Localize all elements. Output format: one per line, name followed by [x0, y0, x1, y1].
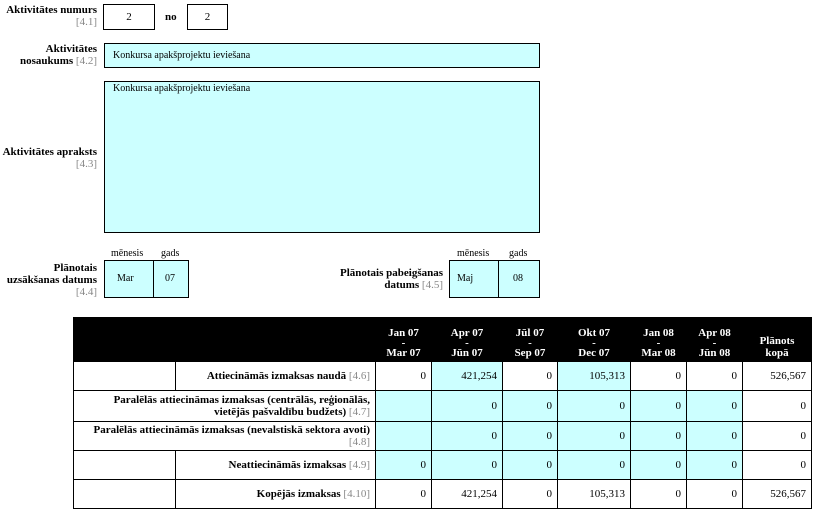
table-row: [74, 451, 812, 480]
table-cell-input[interactable]: 0: [558, 451, 631, 480]
row-total: 0: [743, 451, 812, 480]
table-cell-input[interactable]: 0: [432, 451, 503, 480]
column-header: Apr 07 - Jūn 07: [432, 318, 503, 362]
column-header: Jan 08 - Mar 08: [631, 318, 687, 362]
column-header: Okt 07 - Dec 07: [558, 318, 631, 362]
table-cell: 0: [503, 480, 558, 509]
row-label: Neattiecināmās izmaksas [4.9]: [176, 451, 376, 480]
of-label: no: [165, 11, 177, 23]
table-cell: 0: [631, 480, 687, 509]
table-cell-input[interactable]: 0: [503, 422, 558, 451]
table-cell-input[interactable]: 0: [558, 422, 631, 451]
row-label: Paralēlās attiecināmas izmaksas (centrālās, reģionālās, vietējās pašvaldību budžets) [4.7]: [74, 391, 376, 422]
table-cell-input[interactable]: 0: [631, 422, 687, 451]
row-total: 0: [743, 422, 812, 451]
table-cell: 105,313: [558, 480, 631, 509]
table-cell-input[interactable]: 0: [376, 451, 432, 480]
end-year-field[interactable]: 08: [498, 260, 540, 298]
activity-desc-textarea[interactable]: Konkursa apakšprojektu ieviešana: [104, 81, 540, 233]
row-total: 526,567: [743, 362, 812, 391]
start-year-field[interactable]: 07: [153, 260, 189, 298]
table-cell-input[interactable]: 0: [558, 391, 631, 422]
table-cell: 0: [376, 480, 432, 509]
row-total: 526,567: [743, 480, 812, 509]
table-cell: 0: [503, 362, 558, 391]
start-month-header: mēnesis: [111, 248, 144, 259]
start-month-field[interactable]: Mar: [104, 260, 154, 298]
row-label: Attiecināmās izmaksas naudā [4.6]: [176, 362, 376, 391]
row-spacer: [74, 451, 176, 480]
column-header: Jan 07 - Mar 07: [376, 318, 432, 362]
table-cell-input[interactable]: 0: [687, 451, 743, 480]
end-year-header: gads: [509, 248, 528, 259]
table-cell-input[interactable]: [376, 391, 432, 422]
activity-number-field[interactable]: 2: [103, 4, 155, 30]
table-cell-input[interactable]: 105,313: [558, 362, 631, 391]
total-column-header: Plānots kopā: [743, 318, 812, 362]
table-cell-input[interactable]: 0: [503, 451, 558, 480]
end-month-field[interactable]: Maj: [449, 260, 499, 298]
activity-desc-label: Aktivitātes apraksts [4.3]: [2, 146, 97, 170]
row-label: Paralēlās attiecināmās izmaksas (nevalstiskā sektora avoti) [4.8]: [74, 422, 376, 451]
column-header: Jūl 07 - Sep 07: [503, 318, 558, 362]
table-cell-input[interactable]: [376, 422, 432, 451]
activity-total-field[interactable]: 2: [187, 4, 228, 30]
activity-number-label: Aktivitātes numurs [4.1]: [6, 4, 97, 28]
table-cell: 0: [631, 362, 687, 391]
table-cell-input[interactable]: 0: [432, 422, 503, 451]
table-row: [74, 362, 812, 391]
row-spacer: [74, 480, 176, 509]
row-total: 0: [743, 391, 812, 422]
end-month-header: mēnesis: [457, 248, 490, 259]
end-date-label: Plānotais pabeigšanas datums [4.5]: [340, 267, 443, 291]
table-cell: 0: [687, 362, 743, 391]
cost-table: [73, 317, 812, 509]
table-row: [74, 391, 812, 422]
table-cell: 0: [376, 362, 432, 391]
start-date-label: Plānotais uzsākšanas datums [4.4]: [6, 262, 97, 298]
table-cell-input[interactable]: 0: [631, 391, 687, 422]
table-row: [74, 480, 812, 509]
table-cell-input[interactable]: 421,254: [432, 362, 503, 391]
table-cell-input[interactable]: 0: [687, 422, 743, 451]
table-cell: 421,254: [432, 480, 503, 509]
activity-name-label: Aktivitātes nosaukums [4.2]: [19, 43, 97, 67]
row-label: Kopējās izmaksas [4.10]: [176, 480, 376, 509]
table-row: [74, 422, 812, 451]
table-cell-input[interactable]: 0: [432, 391, 503, 422]
activity-name-input[interactable]: Konkursa apakšprojektu ieviešana: [104, 43, 540, 68]
table-cell: 0: [687, 480, 743, 509]
table-cell-input[interactable]: 0: [687, 391, 743, 422]
start-year-header: gads: [161, 248, 180, 259]
table-cell-input[interactable]: 0: [631, 451, 687, 480]
table-header-row: [74, 318, 812, 362]
column-header: Apr 08 - Jūn 08: [687, 318, 743, 362]
header-blank: [74, 318, 376, 362]
row-spacer: [74, 362, 176, 391]
table-cell-input[interactable]: 0: [503, 391, 558, 422]
